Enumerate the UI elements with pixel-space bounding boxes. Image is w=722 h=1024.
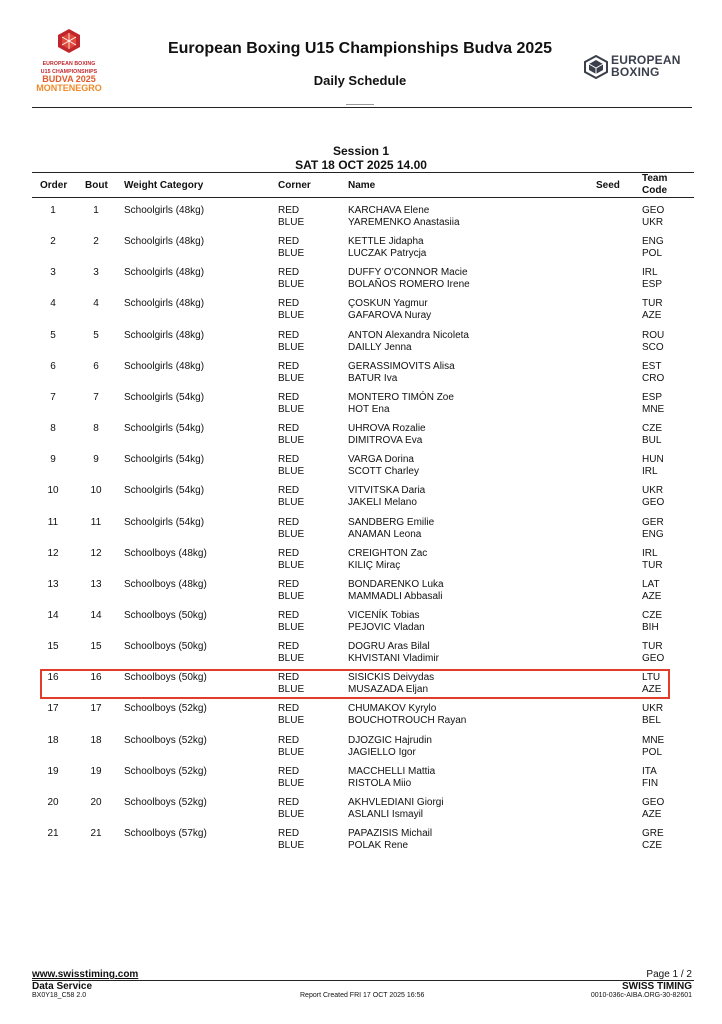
row-order: 7	[50, 391, 56, 403]
row-name-red: VARGA Dorina	[348, 454, 414, 466]
row-corner-red: RED	[278, 454, 300, 466]
row-team-red: ITA	[642, 765, 657, 777]
row-weight-category: Schoolboys (48kg)	[124, 547, 207, 559]
logo-text-line1: EUROPEAN BOXING	[42, 61, 96, 67]
row-corner-red: RED	[278, 267, 300, 279]
row-team-blue: GEO	[642, 653, 665, 665]
row-team-blue: AZE	[642, 590, 662, 602]
row-bout: 2	[93, 236, 99, 248]
row-name-red: BONDARENKO Luka	[348, 578, 444, 590]
row-team-blue: AZE	[642, 684, 662, 696]
row-bout: 13	[90, 578, 102, 590]
row-bout: 16	[90, 672, 102, 684]
row-name-red: DUFFY O'CONNOR Macie	[348, 267, 468, 279]
row-corner-red: RED	[278, 329, 300, 341]
row-team-red: MNE	[642, 734, 665, 746]
row-weight-category: Schoolboys (50kg)	[124, 609, 207, 621]
row-team-red: CZE	[642, 423, 662, 435]
row-team-red: GER	[642, 516, 664, 528]
row-name-blue: SCOTT Charley	[348, 466, 419, 478]
row-corner-blue: BLUE	[278, 248, 305, 260]
row-corner-red: RED	[278, 298, 300, 310]
table-row	[0, 797, 722, 828]
row-bout: 18	[90, 734, 102, 746]
column-header-weight: Weight Category	[124, 180, 204, 191]
row-team-blue: GEO	[642, 497, 665, 509]
row-corner-blue: BLUE	[278, 808, 305, 820]
logo-right-line1: EUROPEAN	[611, 53, 681, 67]
column-header-order: Order	[40, 180, 68, 191]
row-team-red: UKR	[642, 485, 664, 497]
row-corner-blue: BLUE	[278, 372, 305, 384]
row-corner-red: RED	[278, 796, 300, 808]
row-order: 8	[50, 423, 56, 435]
row-name-red: UHROVA Rozalie	[348, 423, 426, 435]
logo-text-line2: U15 CHAMPIONSHIPS	[40, 69, 98, 75]
row-team-red: TUR	[642, 641, 663, 653]
logo-right-text	[611, 54, 681, 78]
row-order: 17	[47, 703, 59, 715]
row-name-blue: MAMMADLI Abbasali	[348, 590, 443, 602]
row-order: 9	[50, 454, 56, 466]
row-weight-category: Schoolgirls (48kg)	[124, 236, 205, 248]
row-name-red: SANDBERG Emilie	[348, 516, 435, 528]
row-weight-category: Schoolboys (57kg)	[124, 828, 207, 839]
table-row	[0, 610, 722, 641]
row-bout: 14	[90, 609, 102, 621]
row-corner-red: RED	[278, 828, 300, 839]
row-name-red: MONTERO TIMÓN Zoe	[348, 391, 454, 403]
row-corner-red: RED	[278, 360, 300, 372]
row-team-blue: BIH	[642, 621, 659, 633]
row-bout: 1	[93, 205, 99, 216]
row-weight-category: Schoolgirls (54kg)	[124, 516, 205, 528]
row-name-red: DOGRU Aras Bilal	[348, 641, 430, 653]
row-corner-blue: BLUE	[278, 435, 305, 447]
session-title: Session 1	[332, 144, 390, 158]
row-weight-category: Schoolgirls (54kg)	[124, 454, 205, 466]
row-team-red: EST	[642, 360, 662, 372]
column-header-team: Team	[642, 173, 668, 184]
row-bout: 4	[93, 298, 99, 310]
row-name-red: ÇOSKUN Yagmur	[348, 298, 428, 310]
row-name-red: AKHVLEDIANI Giorgi	[348, 796, 444, 808]
logo-text-line4: MONTENEGRO	[36, 83, 102, 93]
row-corner-blue: BLUE	[278, 777, 305, 789]
table-row	[0, 298, 722, 329]
header-divider	[32, 107, 692, 108]
row-corner-red: RED	[278, 703, 300, 715]
row-weight-category: Schoolgirls (54kg)	[124, 391, 205, 403]
row-corner-blue: BLUE	[278, 217, 305, 228]
row-team-red: ESP	[642, 391, 663, 403]
row-name-blue: KILIÇ Miraç	[348, 559, 401, 571]
row-name-blue: ASLANLI Ismayil	[348, 808, 424, 820]
table-row	[0, 703, 722, 734]
row-order: 11	[47, 516, 59, 528]
column-header-name: Name	[348, 180, 376, 191]
row-bout: 21	[90, 828, 102, 839]
row-order: 5	[50, 329, 56, 341]
row-team-blue: POL	[642, 746, 663, 758]
row-name-blue: GAFAROVA Nuray	[348, 310, 432, 322]
row-weight-category: Schoolgirls (48kg)	[124, 267, 205, 279]
row-corner-red: RED	[278, 547, 300, 559]
row-team-blue: POL	[642, 248, 663, 260]
row-weight-category: Schoolgirls (48kg)	[124, 298, 205, 310]
column-header-corner: Corner	[278, 180, 311, 191]
footer-service: Data Service	[32, 981, 93, 992]
row-name-blue: POLAK Rene	[348, 840, 409, 851]
boxing-glove-icon	[56, 28, 82, 54]
row-name-blue: RISTOLA Miio	[348, 777, 412, 789]
row-name-red: KARCHAVA Elene	[348, 205, 430, 216]
row-order: 14	[47, 609, 59, 621]
row-name-red: VICENÍK Tobias	[348, 609, 420, 621]
row-name-blue: KHVISTANI Vladimir	[348, 653, 439, 665]
row-team-blue: SCO	[642, 341, 664, 353]
row-order: 15	[47, 641, 59, 653]
row-bout: 12	[90, 547, 102, 559]
row-weight-category: Schoolgirls (54kg)	[124, 423, 205, 435]
row-team-red: UKR	[642, 703, 664, 715]
row-team-blue: IRL	[642, 466, 658, 478]
row-corner-red: RED	[278, 578, 300, 590]
row-name-red: GERASSIMOVITS Alisa	[348, 360, 455, 372]
row-order: 19	[47, 765, 59, 777]
table-row	[0, 361, 722, 392]
row-weight-category: Schoolgirls (48kg)	[124, 329, 205, 341]
row-name-blue: JAGIELLO Igor	[348, 746, 416, 758]
row-corner-red: RED	[278, 765, 300, 777]
row-team-red: IRL	[642, 547, 658, 559]
page-title: European Boxing U15 Championships Budva 2025	[167, 40, 553, 57]
table-row	[0, 454, 722, 485]
row-bout: 5	[93, 329, 99, 341]
row-corner-blue: BLUE	[278, 653, 305, 665]
european-boxing-logo	[584, 54, 694, 82]
row-bout: 9	[93, 454, 99, 466]
row-team-blue: BUL	[642, 435, 662, 447]
row-bout: 10	[90, 485, 102, 497]
row-name-red: MACCHELLI Mattia	[348, 765, 436, 777]
row-team-red: IRL	[642, 267, 658, 279]
column-header-seed: Seed	[596, 180, 620, 191]
row-team-red: LTU	[642, 672, 661, 684]
row-team-blue: UKR	[642, 217, 664, 228]
row-name-blue: LUCZAK Patrycja	[348, 248, 427, 260]
row-corner-blue: BLUE	[278, 341, 305, 353]
row-team-blue: ESP	[642, 279, 663, 291]
row-order: 3	[50, 267, 56, 279]
row-corner-blue: BLUE	[278, 279, 305, 291]
column-header-code: Code	[642, 185, 667, 196]
row-order: 1	[50, 205, 56, 216]
row-team-blue: AZE	[642, 808, 662, 820]
footer-url-link[interactable]: www.swisstiming.com	[32, 969, 139, 980]
row-corner-blue: BLUE	[278, 590, 305, 602]
row-name-blue: MUSAZADA Eljan	[348, 684, 429, 696]
row-corner-red: RED	[278, 734, 300, 746]
row-team-blue: FIN	[642, 777, 659, 789]
table-row	[0, 423, 722, 454]
row-name-blue: BATUR Iva	[348, 372, 398, 384]
row-corner-blue: BLUE	[278, 559, 305, 571]
row-team-red: GEO	[642, 205, 665, 216]
table-row	[0, 517, 722, 548]
row-team-red: ENG	[642, 236, 664, 248]
row-weight-category: Schoolboys (50kg)	[124, 672, 207, 684]
row-name-red: DJOZGIC Hajrudin	[348, 734, 432, 746]
row-corner-blue: BLUE	[278, 528, 305, 540]
row-corner-blue: BLUE	[278, 403, 305, 415]
row-name-blue: JAKELI Melano	[348, 497, 417, 509]
row-corner-red: RED	[278, 609, 300, 621]
row-corner-blue: BLUE	[278, 310, 305, 322]
row-name-blue: ANAMAN Leona	[348, 528, 422, 540]
row-corner-blue: BLUE	[278, 621, 305, 633]
column-header-team-code	[642, 173, 667, 197]
row-weight-category: Schoolboys (52kg)	[124, 796, 207, 808]
footer-report-created: Report Created FRI 17 OCT 2025 16:56	[300, 992, 425, 999]
row-team-blue: MNE	[642, 403, 665, 415]
row-name-blue: DIMITROVA Eva	[348, 435, 423, 447]
row-weight-category: Schoolboys (52kg)	[124, 734, 207, 746]
row-name-red: SISICKIS Deivydas	[348, 672, 435, 684]
row-bout: 6	[93, 360, 99, 372]
row-name-red: VITVITSKA Daria	[348, 485, 426, 497]
table-row	[0, 330, 722, 361]
row-bout: 20	[90, 796, 102, 808]
row-corner-blue: BLUE	[278, 840, 305, 851]
row-bout: 7	[93, 391, 99, 403]
row-bout: 15	[90, 641, 102, 653]
row-weight-category: Schoolboys (48kg)	[124, 578, 207, 590]
table-row	[0, 766, 722, 797]
table-row	[0, 735, 722, 766]
row-team-blue: TUR	[642, 559, 663, 571]
row-order: 20	[47, 796, 59, 808]
row-corner-blue: BLUE	[278, 497, 305, 509]
row-order: 18	[47, 734, 59, 746]
row-order: 2	[50, 236, 56, 248]
row-corner-blue: BLUE	[278, 715, 305, 727]
row-bout: 19	[90, 765, 102, 777]
row-order: 13	[47, 578, 59, 590]
footer-page-number: Page 1 / 2	[646, 969, 692, 980]
page-subtitle: Daily Schedule	[313, 73, 407, 88]
row-weight-category: Schoolboys (52kg)	[124, 703, 207, 715]
row-team-red: CZE	[642, 609, 662, 621]
footer-brand: SWISS TIMING	[622, 981, 692, 992]
cube-icon	[584, 55, 608, 79]
row-order: 12	[47, 547, 59, 559]
table-top-rule	[32, 172, 694, 173]
row-order: 4	[50, 298, 56, 310]
row-bout: 3	[93, 267, 99, 279]
row-weight-category: Schoolgirls (48kg)	[124, 360, 205, 372]
row-corner-red: RED	[278, 672, 300, 684]
highlighted-bout-frame	[40, 669, 670, 699]
footer-code: BX0Y18_C58 2.0	[32, 992, 87, 999]
row-team-red: GEO	[642, 796, 665, 808]
row-order: 10	[47, 485, 59, 497]
row-team-red: GRE	[642, 828, 664, 839]
header-tick	[346, 104, 374, 105]
table-row	[0, 236, 722, 267]
table-row	[0, 579, 722, 610]
session-date: SAT 18 OCT 2025 14.00	[295, 158, 427, 172]
row-team-blue: CZE	[642, 840, 662, 851]
row-corner-blue: BLUE	[278, 746, 305, 758]
row-weight-category: Schoolboys (50kg)	[124, 641, 207, 653]
row-corner-red: RED	[278, 205, 300, 216]
row-corner-red: RED	[278, 516, 300, 528]
table-row	[0, 205, 722, 236]
row-name-red: ANTON Alexandra Nicoleta	[348, 329, 469, 341]
logo-right-line2: BOXING	[611, 65, 660, 79]
row-corner-red: RED	[278, 391, 300, 403]
row-order: 16	[47, 672, 59, 684]
row-bout: 8	[93, 423, 99, 435]
footer-reference: 0010-036c-AIBA.ORG-30-82601	[590, 992, 692, 999]
row-weight-category: Schoolboys (52kg)	[124, 765, 207, 777]
row-corner-blue: BLUE	[278, 466, 305, 478]
row-corner-blue: BLUE	[278, 684, 305, 696]
row-team-red: ROU	[642, 329, 665, 341]
table-row	[0, 828, 722, 859]
logo-text-line3: BUDVA 2025	[42, 74, 96, 84]
column-header-bout: Bout	[85, 180, 108, 191]
row-name-blue: BOUCHOTROUCH Rayan	[348, 715, 467, 727]
row-name-blue: YAREMENKO Anastasiia	[348, 217, 460, 228]
table-row	[0, 641, 722, 672]
table-row	[0, 548, 722, 579]
row-team-blue: AZE	[642, 310, 662, 322]
row-corner-red: RED	[278, 423, 300, 435]
row-name-blue: BOLAÑOS ROMERO Irene	[348, 279, 470, 291]
row-name-blue: PEJOVIC Vladan	[348, 621, 425, 633]
row-team-blue: CRO	[642, 372, 665, 384]
row-team-red: LAT	[642, 578, 660, 590]
row-team-blue: ENG	[642, 528, 664, 540]
row-corner-red: RED	[278, 641, 300, 653]
row-weight-category: Schoolgirls (54kg)	[124, 485, 205, 497]
row-bout: 17	[90, 703, 102, 715]
row-name-red: CHUMAKOV Kyrylo	[348, 703, 437, 715]
table-row	[0, 485, 722, 516]
row-corner-red: RED	[278, 485, 300, 497]
row-name-red: KETTLE Jidapha	[348, 236, 424, 248]
row-name-red: PAPAZISIS Michail	[348, 828, 433, 839]
row-order: 6	[50, 360, 56, 372]
row-weight-category: Schoolgirls (48kg)	[124, 205, 205, 216]
row-corner-red: RED	[278, 236, 300, 248]
row-name-red: CREIGHTON Zac	[348, 547, 428, 559]
row-team-red: HUN	[642, 454, 664, 466]
table-header-rule	[32, 197, 694, 198]
championship-logo	[28, 28, 110, 94]
row-name-blue: DAILLY Jenna	[348, 341, 412, 353]
row-order: 21	[47, 828, 59, 839]
row-bout: 11	[90, 516, 102, 528]
row-name-blue: HOT Ena	[348, 403, 390, 415]
row-team-red: TUR	[642, 298, 663, 310]
row-team-blue: BEL	[642, 715, 661, 727]
table-row	[0, 392, 722, 423]
table-row	[0, 267, 722, 298]
